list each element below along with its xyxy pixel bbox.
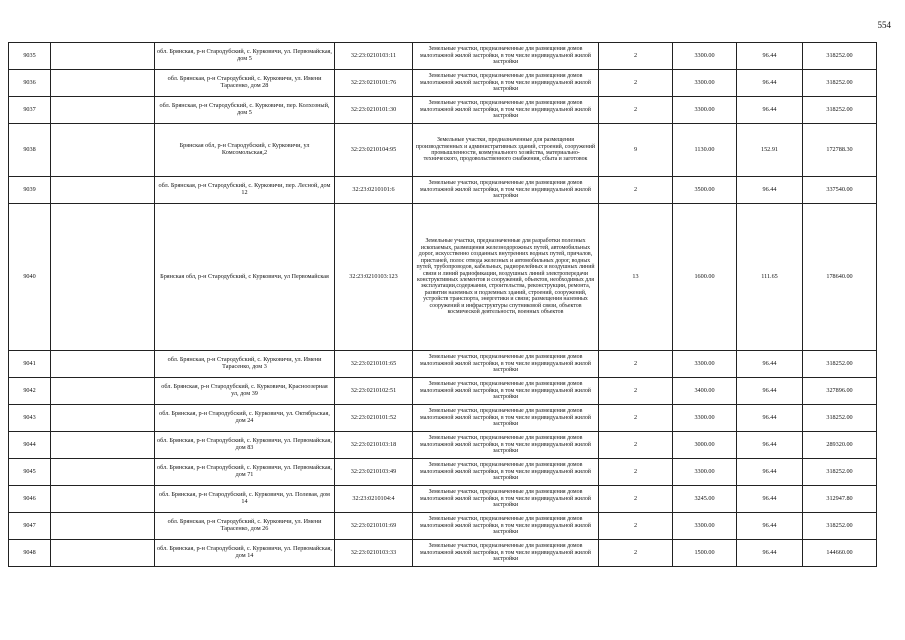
table-row: [9, 351, 877, 378]
cadastral-value-cell: 337540.00: [803, 177, 877, 204]
area-cell: 3300.00: [673, 70, 737, 97]
cadastral-value-cell: 318252.00: [803, 43, 877, 70]
land-use-cell: Земельные участки, предназначенные для размещения домов малоэтажной жилой застройки, в том числе индивидуальной жилой застройки: [413, 486, 599, 513]
blank-cell: [51, 540, 155, 567]
area-cell: 3500.00: [673, 177, 737, 204]
record-number-cell: 9046: [9, 486, 51, 513]
address-cell: обл. Брянская, р-н Стародубский, с. Курковичи, ул. Имени Тарасенко, дом 28: [155, 70, 335, 97]
land-registry-table: [8, 42, 877, 567]
blank-cell: [51, 177, 155, 204]
blank-cell: [51, 351, 155, 378]
unit-price-cell: 96.44: [737, 351, 803, 378]
category-code-cell: 9: [599, 124, 673, 177]
address-cell: обл. Брянская, р-н Стародубский, с. Курковичи, ул. Первомайская, дом 5: [155, 43, 335, 70]
blank-cell: [51, 486, 155, 513]
blank-cell: [51, 513, 155, 540]
category-code-cell: 2: [599, 70, 673, 97]
table-row: [9, 486, 877, 513]
cadastral-value-cell: 318252.00: [803, 405, 877, 432]
table-row: [9, 70, 877, 97]
unit-price-cell: 96.44: [737, 432, 803, 459]
blank-cell: [51, 405, 155, 432]
blank-cell: [51, 97, 155, 124]
category-code-cell: 2: [599, 43, 673, 70]
address-cell: обл. Брянская, р-н Стародубский, с. Курковичи, ул. Первомайская, дом 83: [155, 432, 335, 459]
category-code-cell: 2: [599, 97, 673, 124]
address-cell: Брянская обл, р-н Стародубский, с Курковичи, ул Комсомольская,2: [155, 124, 335, 177]
cadastral-value-cell: 318252.00: [803, 351, 877, 378]
area-cell: 3400.00: [673, 378, 737, 405]
unit-price-cell: 152.91: [737, 124, 803, 177]
table-row: [9, 97, 877, 124]
cadastral-number-cell: 32:23:0210101:52: [335, 405, 413, 432]
cadastral-value-cell: 318252.00: [803, 459, 877, 486]
cadastral-number-cell: 32:23:0210101:69: [335, 513, 413, 540]
address-cell: обл. Брянская, р-н Стародубский, с. Курковичи, ул. Первомайская, дом 14: [155, 540, 335, 567]
cadastral-number-cell: 32:23:0210103:18: [335, 432, 413, 459]
blank-cell: [51, 43, 155, 70]
area-cell: 3300.00: [673, 405, 737, 432]
blank-cell: [51, 378, 155, 405]
land-use-cell: Земельные участки, предназначенные для размещения домов малоэтажной жилой застройки, в том числе индивидуальной жилой застройки: [413, 540, 599, 567]
land-use-cell: Земельные участки, предназначенные для размещения домов малоэтажной жилой застройки, в том числе индивидуальной жилой застройки: [413, 432, 599, 459]
cadastral-number-cell: 32:23:0210101:76: [335, 70, 413, 97]
table-row: [9, 177, 877, 204]
address-cell: Брянская обл, р-н Стародубский, с Курковичи, ул Первомайская: [155, 204, 335, 351]
category-code-cell: 2: [599, 459, 673, 486]
cadastral-value-cell: 318252.00: [803, 513, 877, 540]
blank-cell: [51, 124, 155, 177]
area-cell: 3245.00: [673, 486, 737, 513]
unit-price-cell: 96.44: [737, 97, 803, 124]
record-number-cell: 9045: [9, 459, 51, 486]
cadastral-value-cell: 318252.00: [803, 70, 877, 97]
cadastral-number-cell: 32:23:0210103:123: [335, 204, 413, 351]
blank-cell: [51, 70, 155, 97]
address-cell: обл. Брянская, р-н Стародубский, с. Курковичи, пер. Лесной, дом 12: [155, 177, 335, 204]
unit-price-cell: 96.44: [737, 70, 803, 97]
land-use-cell: Земельные участки, предназначенные для разработки полезных ископаемых, размещения железнодорожных путей, автомобильных дорог, искусственно созданных внутренних водных путей, причалов, пристаней, полос отвода железных и автомобильных дорог, водных путей, трубопроводов, кабельных, радиорелейных и воздушных линий связи и линий радиофикации, воздушных линий электропередачи конструктивных элементов и сооружений, объектов, необходимых для эксплуатации,содержания, строительства, реконструкции, ремонта, развития наземных и подземных зданий, строений, сооружений, устройств транспорта, энергетики и связи; размещения наземных сооружений и инфраструктуры спутниковой связи, объектов космической деятельности, военных объектов: [413, 204, 599, 351]
table-row: [9, 204, 877, 351]
cadastral-number-cell: 32:23:0210101:30: [335, 97, 413, 124]
table-row: [9, 540, 877, 567]
address-cell: обл. Брянская, р-н Стародубский, с. Курковичи, ул. Имени Тарасенко, дом 26: [155, 513, 335, 540]
category-code-cell: 2: [599, 351, 673, 378]
cadastral-number-cell: 32:23:0210103:49: [335, 459, 413, 486]
record-number-cell: 9047: [9, 513, 51, 540]
record-number-cell: 9038: [9, 124, 51, 177]
land-use-cell: Земельные участки, предназначенные для размещения домов малоэтажной жилой застройки, в том числе индивидуальной жилой застройки: [413, 513, 599, 540]
record-number-cell: 9037: [9, 97, 51, 124]
address-cell: обл. Брянская, р-н Стародубский, с. Курковичи, пер. Колхозный, дом 5: [155, 97, 335, 124]
area-cell: 1130.00: [673, 124, 737, 177]
cadastral-number-cell: 32:23:0210102:51: [335, 378, 413, 405]
cadastral-number-cell: 32:23:0210101:6: [335, 177, 413, 204]
blank-cell: [51, 459, 155, 486]
unit-price-cell: 96.44: [737, 378, 803, 405]
page-number: 554: [877, 20, 891, 30]
area-cell: 3300.00: [673, 459, 737, 486]
blank-cell: [51, 432, 155, 459]
record-number-cell: 9041: [9, 351, 51, 378]
unit-price-cell: 96.44: [737, 540, 803, 567]
area-cell: 3300.00: [673, 513, 737, 540]
category-code-cell: 2: [599, 513, 673, 540]
unit-price-cell: 96.44: [737, 513, 803, 540]
land-use-cell: Земельные участки, предназначенные для размещения домов малоэтажной жилой застройки, в том числе индивидуальной жилой застройки: [413, 378, 599, 405]
record-number-cell: 9036: [9, 70, 51, 97]
cadastral-number-cell: 32:23:0210104:4: [335, 486, 413, 513]
land-use-cell: Земельные участки, предназначенные для размещения домов малоэтажной жилой застройки, в том числе индивидуальной жилой застройки: [413, 405, 599, 432]
land-use-cell: Земельные участки, предназначенные для размещения домов малоэтажной жилой застройки, в том числе индивидуальной жилой застройки: [413, 43, 599, 70]
record-number-cell: 9043: [9, 405, 51, 432]
unit-price-cell: 96.44: [737, 177, 803, 204]
land-use-cell: Земельные участки, предназначенные для размещения домов малоэтажной жилой застройки, в том числе индивидуальной жилой застройки: [413, 177, 599, 204]
record-number-cell: 9039: [9, 177, 51, 204]
table-row: [9, 513, 877, 540]
land-use-cell: Земельные участки, предназначенные для размещения домов малоэтажной жилой застройки, в том числе индивидуальной жилой застройки: [413, 70, 599, 97]
land-use-cell: Земельные участки, предназначенные для размещения домов малоэтажной жилой застройки, в том числе индивидуальной жилой застройки: [413, 97, 599, 124]
land-use-cell: Земельные участки, предназначенные для размещения производственных и административных зданий, строений, сооружений промышленности, коммунального хозяйства, материально-технического, продовольственного снабжения, сбыта и заготовок: [413, 124, 599, 177]
category-code-cell: 2: [599, 405, 673, 432]
area-cell: 3300.00: [673, 43, 737, 70]
category-code-cell: 2: [599, 378, 673, 405]
address-cell: обл. Брянская, р-н Стародубский, с. Курковичи, ул. Имени Тарасенко, дом 3: [155, 351, 335, 378]
cadastral-value-cell: 144660.00: [803, 540, 877, 567]
table-row: [9, 432, 877, 459]
address-cell: обл. Брянская, р-н Стародубский, с. Курковичи, Красноозерная ул, дом 39: [155, 378, 335, 405]
unit-price-cell: 96.44: [737, 486, 803, 513]
cadastral-number-cell: 32:23:0210103:33: [335, 540, 413, 567]
address-cell: обл. Брянская, р-н Стародубский, с. Курковичи, ул. Полевая, дом 14: [155, 486, 335, 513]
record-number-cell: 9048: [9, 540, 51, 567]
land-use-cell: Земельные участки, предназначенные для размещения домов малоэтажной жилой застройки, в том числе индивидуальной жилой застройки: [413, 351, 599, 378]
record-number-cell: 9044: [9, 432, 51, 459]
cadastral-value-cell: 178640.00: [803, 204, 877, 351]
cadastral-number-cell: 32:23:0210103:11: [335, 43, 413, 70]
unit-price-cell: 96.44: [737, 405, 803, 432]
cadastral-value-cell: 312947.80: [803, 486, 877, 513]
cadastral-value-cell: 327896.00: [803, 378, 877, 405]
table-row: [9, 43, 877, 70]
record-number-cell: 9042: [9, 378, 51, 405]
cadastral-number-cell: 32:23:0210101:65: [335, 351, 413, 378]
unit-price-cell: 111.65: [737, 204, 803, 351]
cadastral-value-cell: 318252.00: [803, 97, 877, 124]
address-cell: обл. Брянская, р-н Стародубский, с. Курковичи, ул. Октябрьская, дом 24: [155, 405, 335, 432]
category-code-cell: 2: [599, 540, 673, 567]
category-code-cell: 2: [599, 432, 673, 459]
unit-price-cell: 96.44: [737, 459, 803, 486]
area-cell: 3300.00: [673, 97, 737, 124]
category-code-cell: 2: [599, 177, 673, 204]
record-number-cell: 9035: [9, 43, 51, 70]
table-row: [9, 124, 877, 177]
area-cell: 3300.00: [673, 351, 737, 378]
land-use-cell: Земельные участки, предназначенные для размещения домов малоэтажной жилой застройки, в том числе индивидуальной жилой застройки: [413, 459, 599, 486]
blank-cell: [51, 204, 155, 351]
area-cell: 1600.00: [673, 204, 737, 351]
address-cell: обл. Брянская, р-н Стародубский, с. Курковичи, ул. Первомайская, дом 71: [155, 459, 335, 486]
table-row: [9, 459, 877, 486]
cadastral-number-cell: 32:23:0210104:95: [335, 124, 413, 177]
table-row: [9, 405, 877, 432]
unit-price-cell: 96.44: [737, 43, 803, 70]
table-row: [9, 378, 877, 405]
category-code-cell: 13: [599, 204, 673, 351]
area-cell: 3000.00: [673, 432, 737, 459]
category-code-cell: 2: [599, 486, 673, 513]
area-cell: 1500.00: [673, 540, 737, 567]
cadastral-value-cell: 172788.30: [803, 124, 877, 177]
cadastral-value-cell: 289320.00: [803, 432, 877, 459]
record-number-cell: 9040: [9, 204, 51, 351]
